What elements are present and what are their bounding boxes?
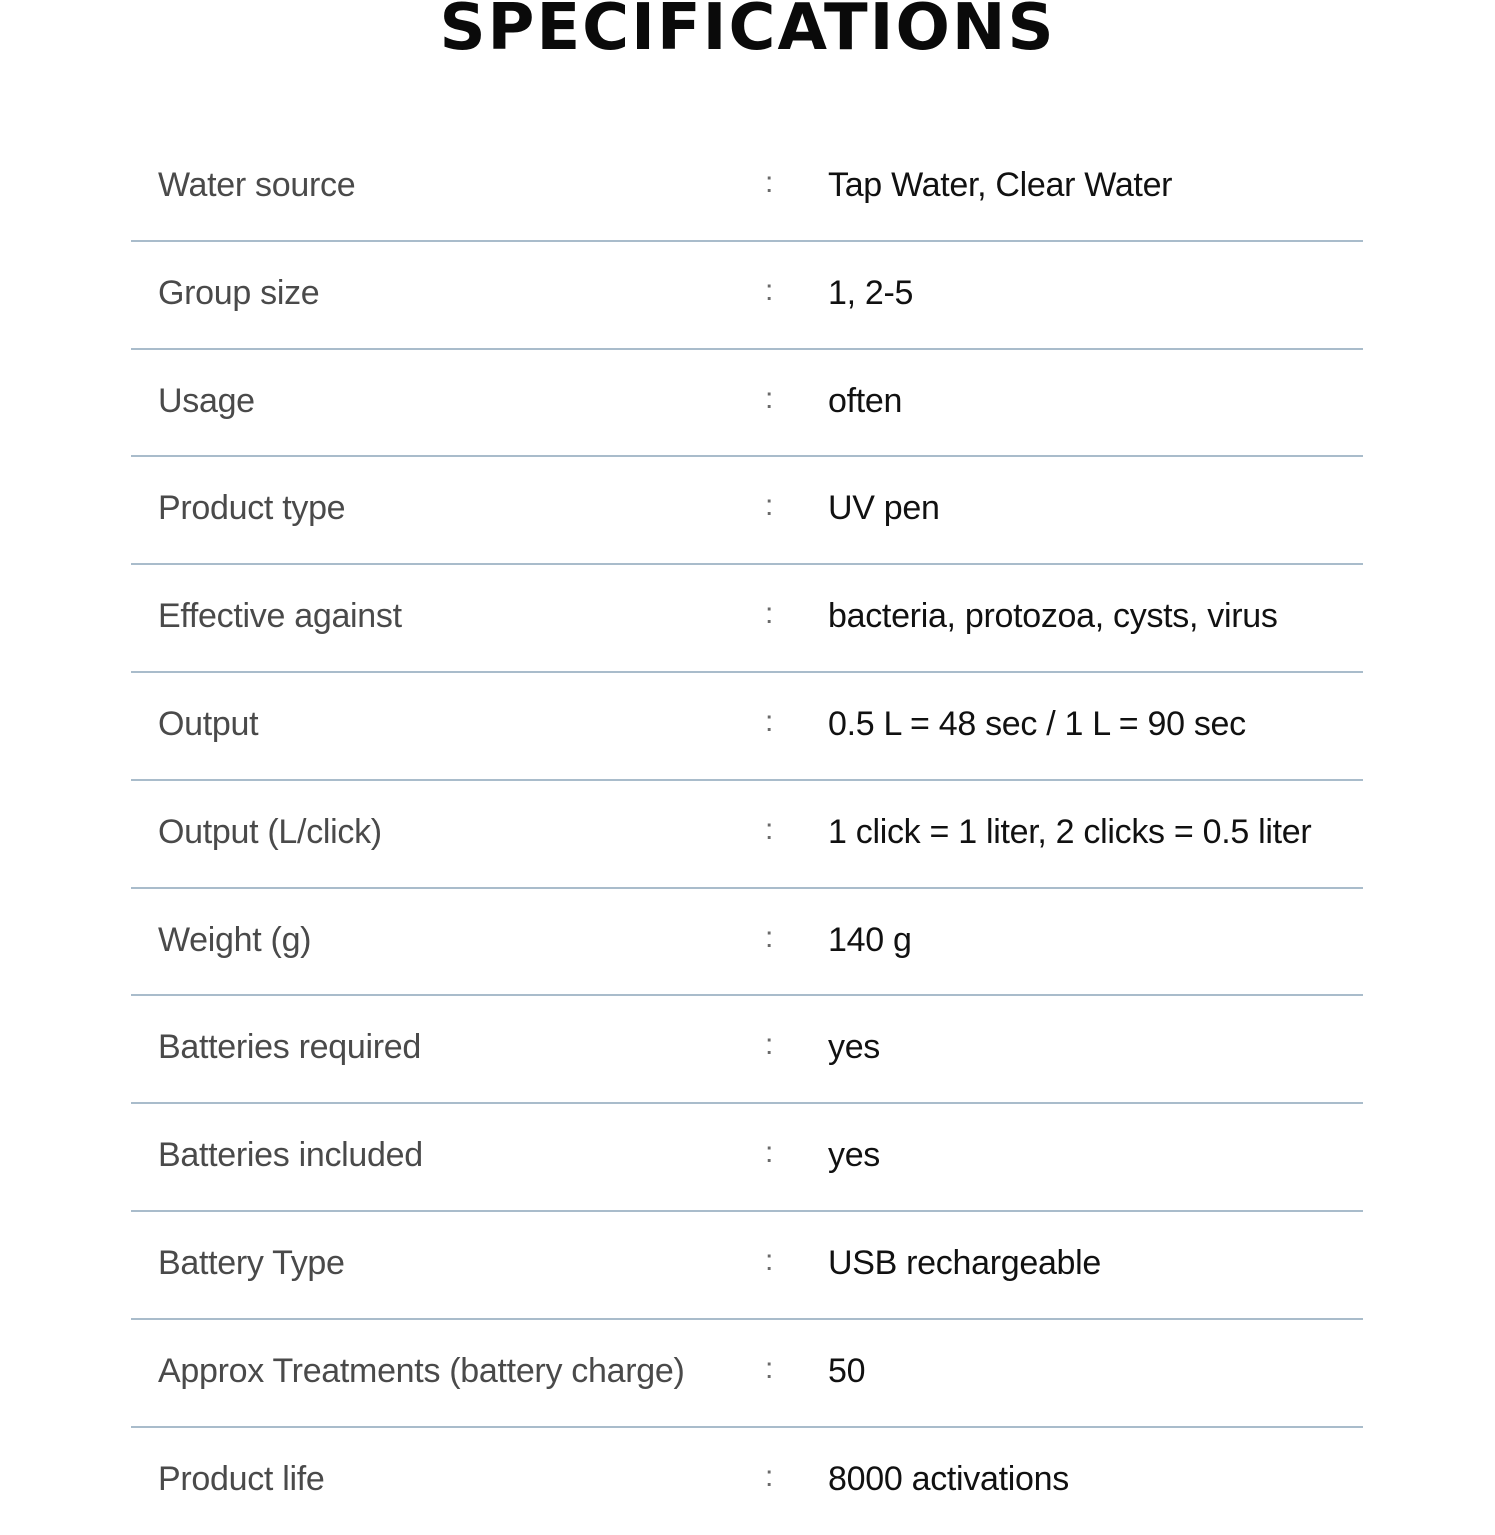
spec-label: Output (L/click) — [158, 812, 382, 851]
spec-row-approx-treatments — [131, 1320, 1363, 1428]
spec-separator: : — [765, 1136, 774, 1170]
spec-value: Tap Water, Clear Water — [828, 166, 1173, 204]
spec-value: yes — [828, 1136, 881, 1175]
specifications-table — [131, 134, 1363, 1535]
spec-value: 140 g — [828, 920, 912, 959]
spec-row-battery-type — [131, 1212, 1363, 1320]
spec-label: Batteries included — [158, 1136, 423, 1175]
spec-row-output — [131, 673, 1363, 781]
spec-label: Battery Type — [158, 1243, 345, 1282]
spec-separator: : — [765, 597, 774, 631]
spec-label: Product type — [158, 489, 346, 528]
spec-label: Usage — [158, 381, 255, 420]
spec-label: Water source — [158, 166, 356, 204]
spec-separator: : — [765, 1028, 774, 1062]
spec-label: Approx Treatments (battery charge) — [158, 1351, 685, 1390]
spec-row-effective-against — [131, 565, 1363, 673]
spec-value: 8000 activations — [828, 1459, 1069, 1498]
spec-value: yes — [828, 1028, 881, 1067]
spec-label: Output — [158, 704, 259, 743]
spec-separator: : — [765, 812, 774, 846]
spec-row-batteries-included — [131, 1104, 1363, 1212]
spec-row-product-type — [131, 457, 1363, 565]
spec-value: USB rechargeable — [828, 1243, 1102, 1282]
spec-value: 0.5 L = 48 sec / 1 L = 90 sec — [828, 704, 1246, 743]
spec-value: often — [828, 381, 903, 420]
spec-value: 50 — [828, 1351, 866, 1390]
spec-separator: : — [765, 166, 774, 199]
spec-value: bacteria, protozoa, cysts, virus — [828, 597, 1278, 636]
spec-separator: : — [765, 381, 774, 415]
spec-row-output-per-click — [131, 781, 1363, 889]
spec-row-batteries-required — [131, 996, 1363, 1104]
spec-value: UV pen — [828, 489, 940, 528]
spec-row-weight — [131, 889, 1363, 997]
page-title: SPECIFICATIONS — [439, 0, 1056, 65]
spec-value: 1, 2-5 — [828, 273, 914, 312]
spec-label: Weight (g) — [158, 920, 312, 959]
spec-separator: : — [765, 1351, 774, 1385]
spec-label: Effective against — [158, 597, 402, 636]
spec-separator: : — [765, 273, 774, 307]
spec-separator: : — [765, 920, 774, 954]
spec-separator: : — [765, 1243, 774, 1277]
spec-label: Group size — [158, 273, 320, 312]
spec-separator: : — [765, 704, 774, 738]
spec-separator: : — [765, 1459, 774, 1493]
spec-label: Product life — [158, 1459, 325, 1498]
spec-row-water-source — [131, 134, 1363, 242]
spec-row-group-size — [131, 242, 1363, 350]
spec-separator: : — [765, 489, 774, 523]
spec-label: Batteries required — [158, 1028, 421, 1067]
spec-row-usage — [131, 350, 1363, 458]
spec-row-product-life — [131, 1428, 1363, 1535]
spec-value: 1 click = 1 liter, 2 clicks = 0.5 liter — [828, 812, 1312, 851]
